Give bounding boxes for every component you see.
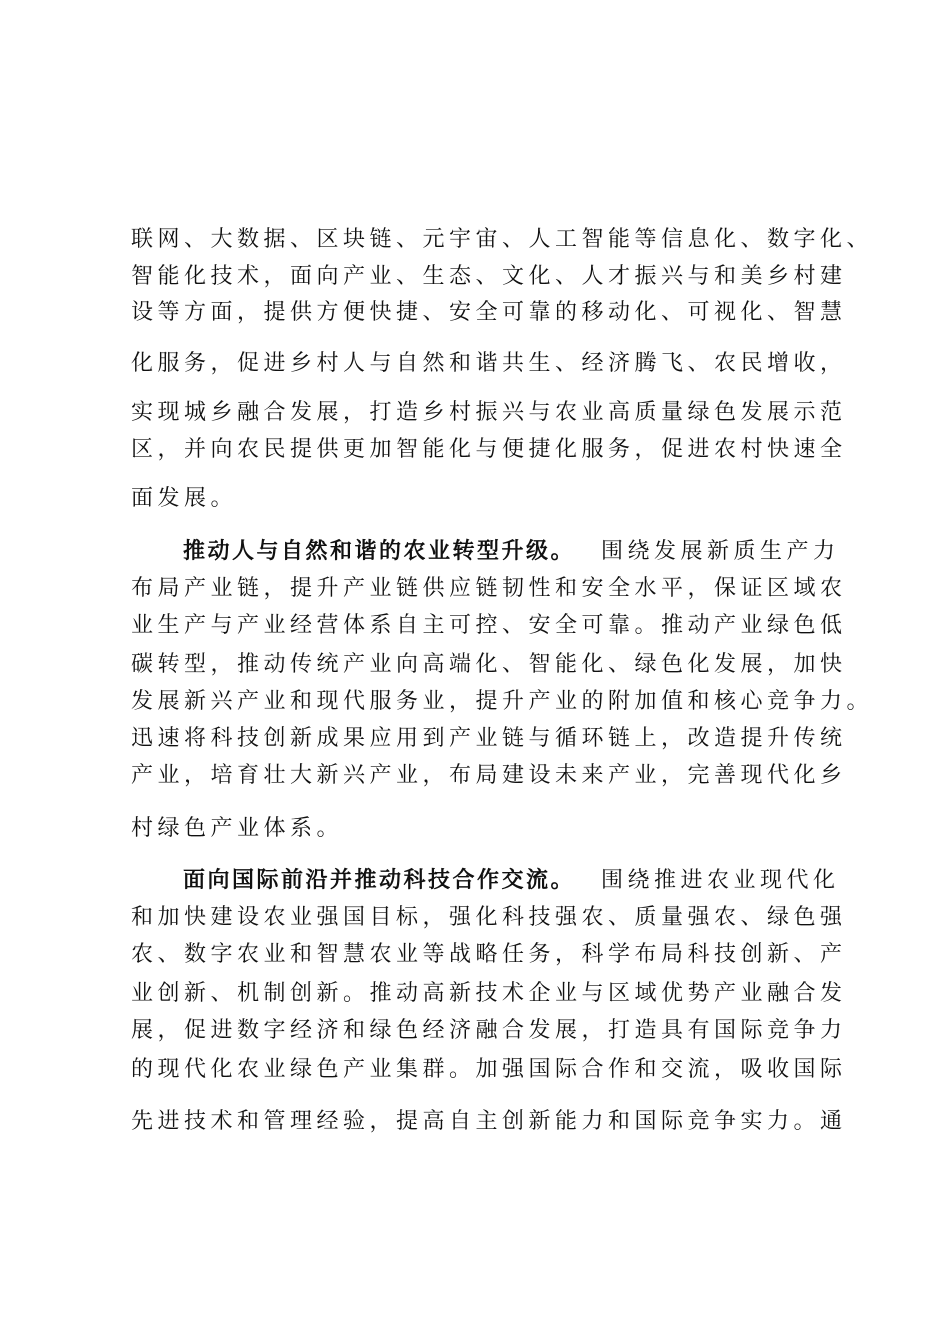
paragraph-line: 的现代化农业绿色产业集群。加强国际合作和交流，吸收国际 — [131, 1057, 847, 1082]
paragraph-first-line — [183, 537, 840, 567]
paragraph-line: 实现城乡融合发展，打造乡村振兴与农业高质量绿色发展示范 — [131, 400, 847, 425]
paragraph-line: 先进技术和管理经验，提高自主创新能力和国际竞争实力。通 — [131, 1109, 847, 1134]
paragraph-line: 面发展。 — [131, 486, 238, 511]
paragraph-line: 展，促进数字经济和绿色经济融合发展，打造具有国际竞争力 — [131, 1018, 847, 1043]
paragraph-line: 碳转型，推动传统产业向高端化、智能化、绿色化发展，加快 — [131, 652, 847, 677]
paragraph-line: 农、数字农业和智慧农业等战略任务，科学布局科技创新、产 — [131, 942, 847, 967]
paragraph-line: 发展新兴产业和现代服务业，提升产业的附加值和核心竞争力。 — [131, 689, 874, 714]
paragraph-line: 和加快建设农业强国目标，强化科技强农、质量强农、绿色强 — [131, 905, 847, 930]
paragraph-line: 产业，培育壮大新兴产业，布局建设未来产业，完善现代化乡 — [131, 763, 847, 788]
paragraph-line: 化服务，促进乡村人与自然和谐共生、经济腾飞、农民增收， — [131, 351, 847, 376]
paragraph-line: 布局产业链，提升产业链供应链韧性和安全水平，保证区域农 — [131, 576, 847, 601]
section-heading: 推动人与自然和谐的农业转型升级。 — [183, 539, 576, 564]
paragraph-line: 业生产与产业经营体系自主可控、安全可靠。推动产业绿色低 — [131, 613, 847, 638]
paragraph-line: 智能化技术，面向产业、生态、文化、人才振兴与和美乡村建 — [131, 264, 847, 289]
paragraph-line: 联网、大数据、区块链、元宇宙、人工智能等信息化、数字化、 — [131, 227, 874, 252]
paragraph-line: 村绿色产业体系。 — [131, 816, 344, 841]
paragraph-first-line — [183, 866, 840, 896]
paragraph-line: 迅速将科技创新成果应用到产业链与循环链上，改造提升传统 — [131, 726, 847, 751]
paragraph-text: 围绕推进农业现代化 — [601, 868, 840, 893]
paragraph-line: 区，并向农民提供更加智能化与便捷化服务，促进农村快速全 — [131, 437, 847, 462]
section-heading: 面向国际前沿并推动科技合作交流。 — [183, 868, 576, 893]
paragraph-line: 设等方面，提供方便快捷、安全可靠的移动化、可视化、智慧 — [131, 300, 847, 325]
paragraph-text: 围绕发展新质生产力 — [601, 539, 840, 564]
paragraph-line: 业创新、机制创新。推动高新技术企业与区域优势产业融合发 — [131, 981, 847, 1006]
